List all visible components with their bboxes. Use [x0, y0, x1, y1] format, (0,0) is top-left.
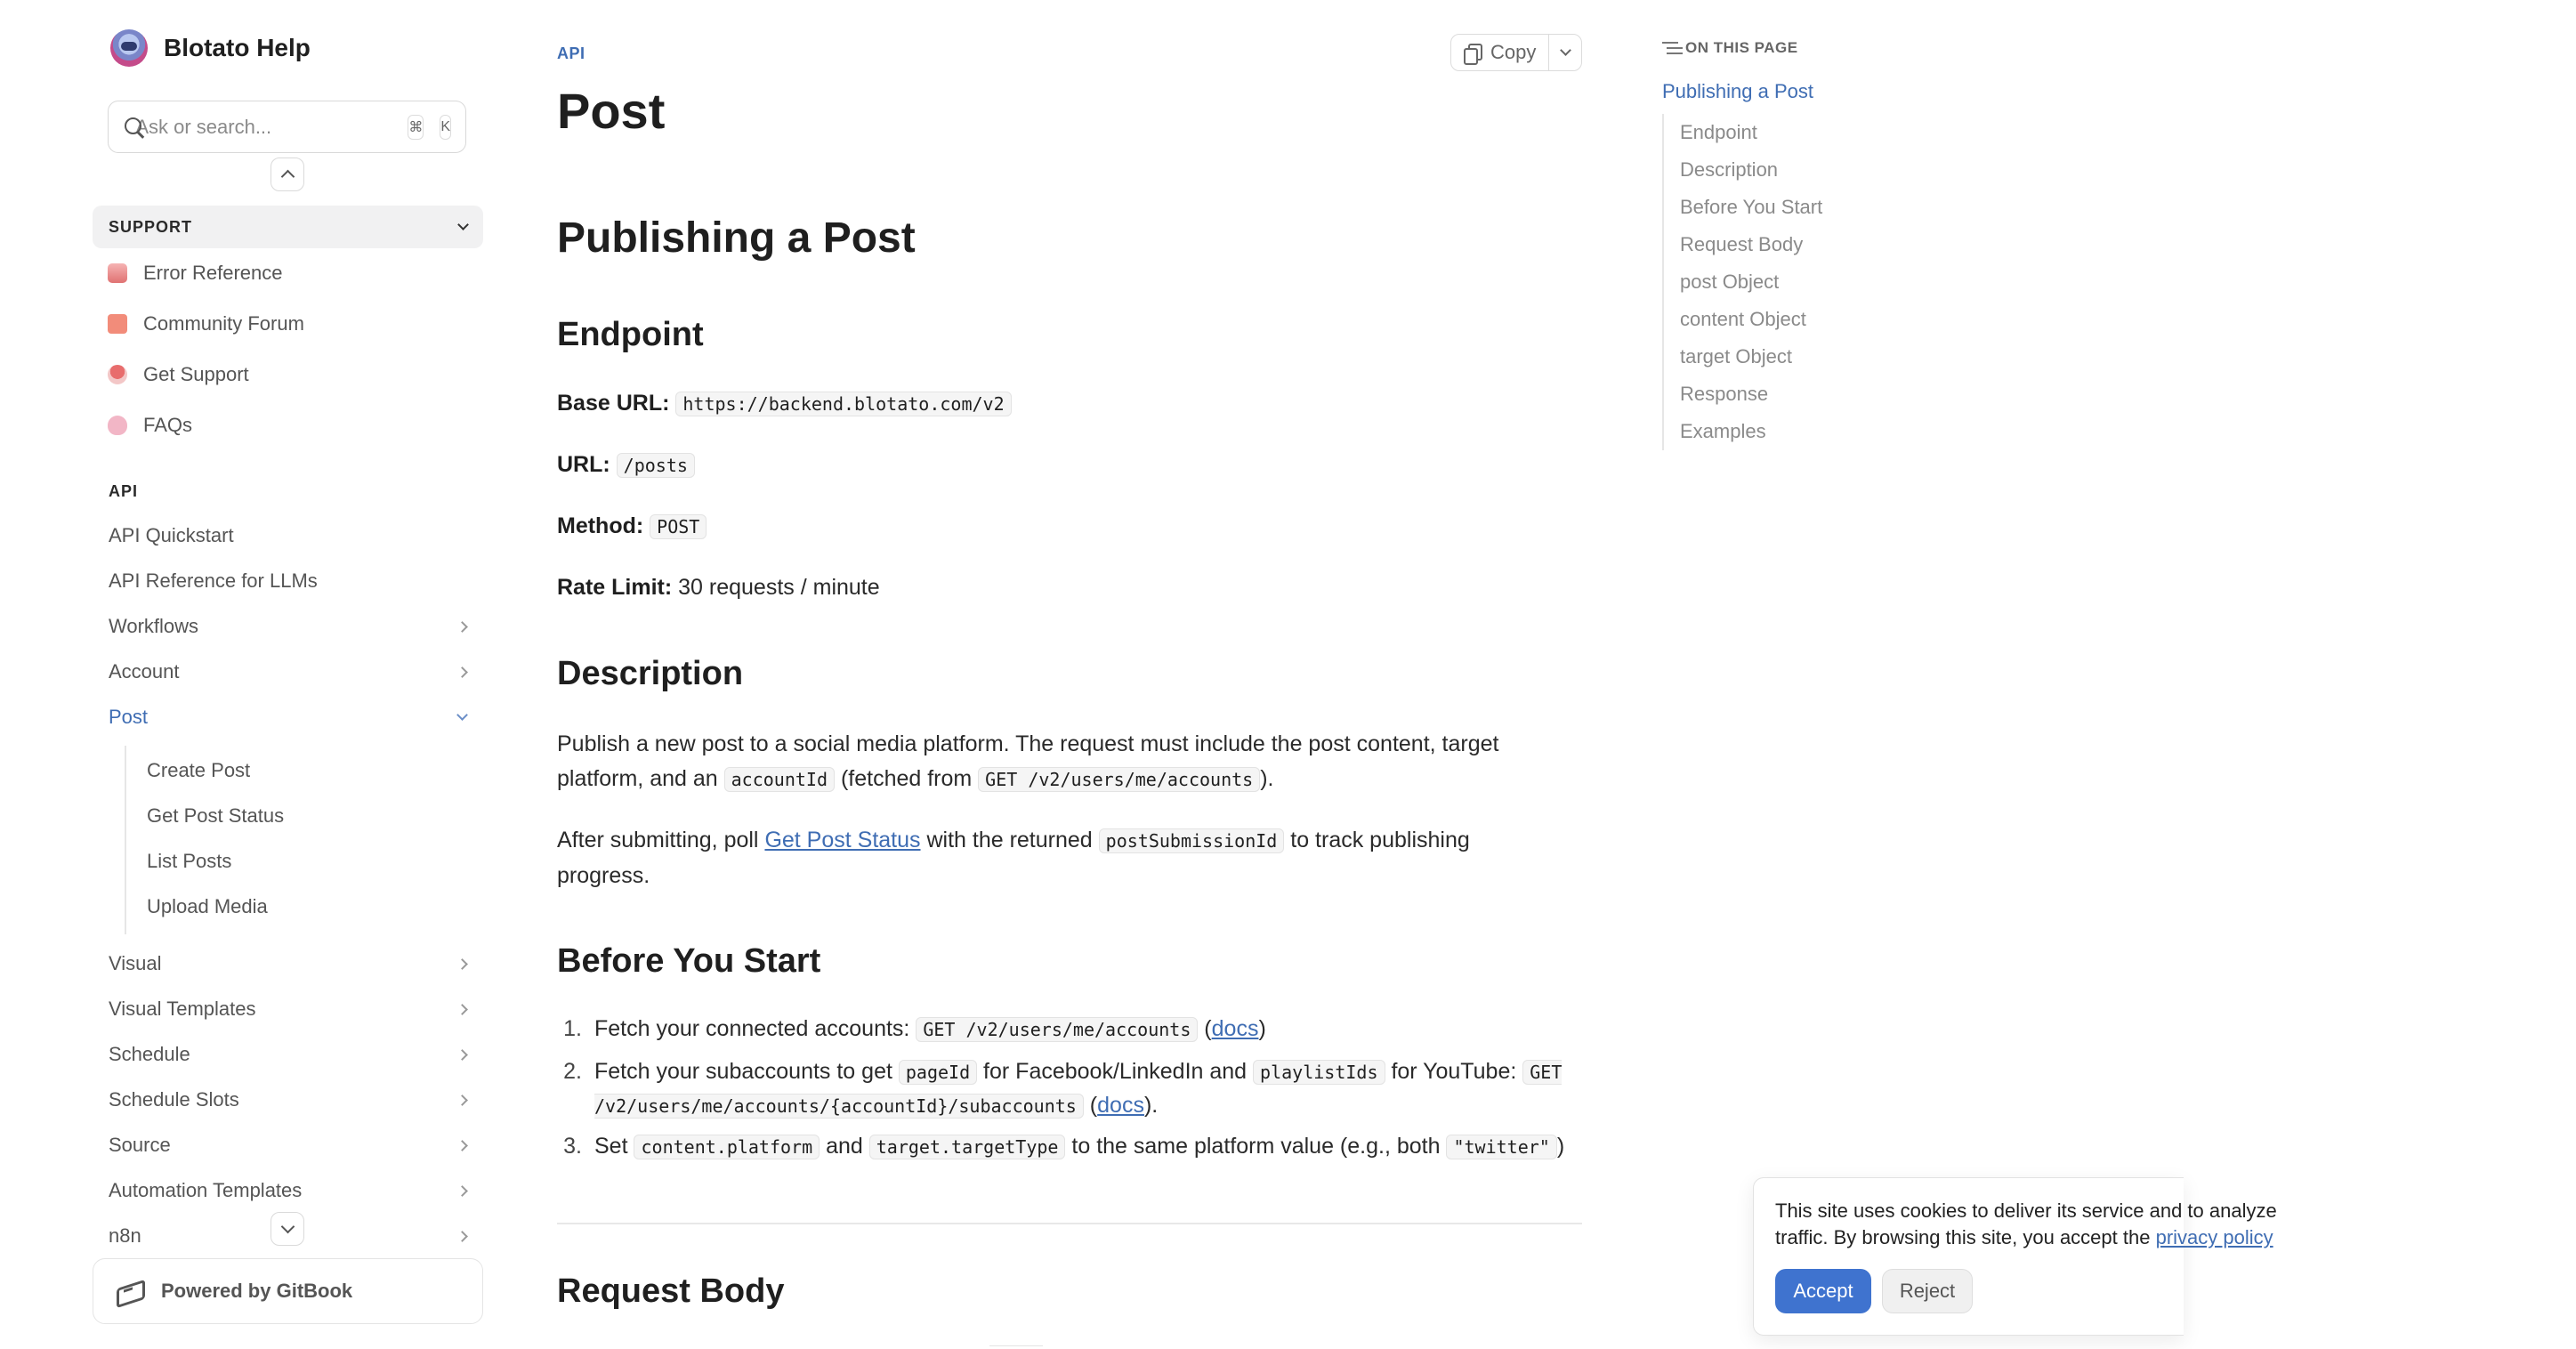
search-box[interactable]	[108, 101, 466, 153]
chevron-down-icon	[280, 1220, 295, 1234]
list-item	[557, 1055, 1580, 1123]
list-text: to the same platform value (e.g., both	[1065, 1134, 1447, 1159]
sidebar-item-label: List Posts	[147, 850, 232, 872]
inline-code: pageId	[899, 1060, 977, 1085]
toc-rail	[1662, 114, 1664, 450]
toc-item-publishing-a-post[interactable]: Publishing a Post	[1662, 80, 1813, 102]
sidebar-item-label: Workflows	[109, 615, 199, 637]
chevron-right-icon	[456, 1140, 468, 1151]
docs-link[interactable]: docs	[1097, 1093, 1144, 1118]
chevron-right-icon	[456, 958, 468, 970]
rate-limit-value: 30 requests / minute	[678, 575, 880, 600]
blotato-logo-icon	[110, 29, 148, 67]
base-url-code: https://backend.blotato.com/v2	[675, 392, 1011, 416]
sidebar-item-label: Visual	[109, 952, 162, 974]
cookie-message	[1775, 1198, 2576, 1251]
heading-request-body: Request Body	[557, 1272, 785, 1310]
list-number: 3.	[563, 1134, 582, 1159]
chevron-down-icon	[456, 709, 468, 721]
sidebar-item-workflows[interactable]	[109, 608, 473, 645]
list-text: (	[1198, 1016, 1212, 1041]
error-icon	[108, 263, 127, 283]
sidebar-item-get-support[interactable]	[108, 357, 249, 392]
list-text: ).	[1143, 1093, 1159, 1118]
sidebar-item-label: API Reference for LLMs	[109, 569, 318, 592]
toc-item-response[interactable]: Response	[1680, 383, 1769, 405]
sidebar-item-visual-templates[interactable]	[109, 990, 473, 1028]
sidebar-item-label: API Quickstart	[109, 524, 234, 546]
sidebar-subitem-create-post[interactable]	[147, 753, 250, 788]
sidebar-item-api-quickstart[interactable]	[109, 517, 473, 554]
chevron-right-icon	[456, 621, 468, 633]
sidebar-item-label: Community Forum	[143, 312, 304, 335]
kbd-k: K	[440, 115, 451, 140]
copy-icon	[1464, 44, 1480, 61]
sidebar-item-account[interactable]	[109, 653, 473, 691]
brain-icon	[108, 416, 127, 435]
heading-endpoint: Endpoint	[557, 316, 704, 353]
docs-link[interactable]: docs	[1211, 1016, 1259, 1041]
sidebar-item-label: Error Reference	[143, 262, 283, 284]
method-code: POST	[650, 514, 707, 539]
scroll-up-button[interactable]	[271, 158, 304, 191]
toc-heading-label: ON THIS PAGE	[1685, 39, 1798, 56]
toc-item-post-object[interactable]: post Object	[1680, 271, 1780, 293]
inline-code: "twitter"	[1446, 1135, 1556, 1159]
section-divider	[557, 1223, 1582, 1224]
description-paragraph-2	[557, 823, 1563, 893]
sidebar-item-label: Automation Templates	[109, 1179, 303, 1201]
sidebar-item-label: Schedule	[109, 1043, 190, 1065]
sidebar-item-label: n8n	[109, 1224, 141, 1247]
desc-text: to track publishing progress.	[557, 828, 1470, 888]
toc-item-before-you-start[interactable]: Before You Start	[1680, 196, 1823, 218]
sidebar-item-schedule[interactable]	[109, 1036, 473, 1073]
sidebar	[0, 0, 498, 1349]
chevron-right-icon	[456, 1231, 468, 1242]
inline-code: GET /v2/users/me/accounts/{accountId}/subaccounts	[594, 1062, 1563, 1117]
list-number: 1.	[563, 1016, 582, 1041]
chevron-right-icon	[456, 1004, 468, 1015]
sidebar-item-faqs[interactable]	[108, 408, 192, 443]
sidebar-item-label: Upload Media	[147, 895, 268, 917]
description-paragraph-1	[557, 727, 1563, 797]
main-content	[557, 0, 1582, 1349]
url-line	[557, 448, 1563, 483]
powered-by-gitbook[interactable]	[93, 1258, 483, 1324]
desc-text: ).	[1260, 766, 1274, 791]
url-label: URL:	[557, 452, 610, 477]
kbd-cmd: ⌘	[408, 115, 424, 140]
sidebar-item-label: Source	[109, 1134, 171, 1156]
rate-limit-line	[557, 570, 1563, 605]
toc-heading	[1662, 39, 1798, 57]
section-support-label: SUPPORT	[109, 217, 193, 236]
desc-text: After submitting, poll	[557, 828, 765, 852]
inline-code: playlistIds	[1253, 1060, 1385, 1085]
chevron-up-icon	[280, 170, 295, 184]
content-peek	[989, 1345, 1043, 1349]
privacy-policy-link[interactable]: privacy policy	[2155, 1226, 2273, 1248]
base-url-line	[557, 386, 1563, 422]
toc-item-endpoint[interactable]: Endpoint	[1680, 121, 1757, 143]
brand[interactable]	[110, 28, 311, 68]
rate-limit-label: Rate Limit:	[557, 575, 673, 600]
sidebar-subitem-list-posts[interactable]	[147, 844, 231, 879]
list-item	[557, 1013, 1580, 1046]
sidebar-item-source[interactable]	[109, 1127, 473, 1164]
inline-code: GET /v2/users/me/accounts	[916, 1017, 1198, 1042]
sidebar-item-label: Post	[109, 706, 149, 728]
page-title: Post	[557, 83, 666, 139]
chevron-down-icon	[1560, 44, 1571, 56]
desc-text: with the returned	[920, 828, 1099, 852]
inline-code: target.targetType	[869, 1135, 1066, 1159]
chevron-right-icon	[456, 1095, 468, 1106]
list-text: )	[1556, 1134, 1565, 1159]
accept-button[interactable]: Accept	[1775, 1269, 1871, 1313]
list-text: Fetch your connected accounts:	[594, 1016, 917, 1041]
copy-button[interactable]	[1451, 35, 1549, 70]
method-label: Method:	[557, 513, 644, 538]
heading-description: Description	[557, 655, 744, 692]
cookie-line-1: This site uses cookies to deliver its service and to analyze	[1775, 1200, 2277, 1222]
url-code: /posts	[617, 453, 695, 478]
search-input[interactable]	[135, 116, 392, 139]
sidebar-item-schedule-slots[interactable]	[109, 1081, 473, 1119]
list-icon	[1662, 41, 1678, 55]
get-post-status-link[interactable]: Get Post Status	[764, 828, 921, 852]
sidebar-item-label: FAQs	[143, 414, 193, 436]
scroll-down-button[interactable]	[271, 1212, 304, 1246]
inline-code: postSubmissionId	[1099, 828, 1285, 853]
sidebar-item-automation-templates[interactable]	[109, 1172, 473, 1209]
list-text: and	[820, 1134, 869, 1159]
cookie-banner	[1753, 1177, 2277, 1336]
list-number: 2.	[563, 1059, 582, 1084]
list-item	[557, 1130, 1580, 1164]
method-line	[557, 509, 1563, 545]
list-text: Fetch your subaccounts to get	[594, 1059, 899, 1084]
sidebar-item-label: Get Support	[143, 363, 249, 385]
copy-label: Copy	[1490, 41, 1537, 63]
chevron-right-icon	[456, 1049, 468, 1061]
copy-options-button[interactable]	[1549, 35, 1581, 70]
list-text: for Facebook/LinkedIn and	[977, 1059, 1254, 1084]
cookie-line-2-text: traffic. By browsing this site, you accept the	[1775, 1226, 2156, 1248]
sidebar-item-visual[interactable]	[109, 945, 473, 982]
list-text: Set	[594, 1134, 634, 1159]
cookie-line-2	[1775, 1224, 2576, 1251]
heading-before-you-start: Before You Start	[557, 942, 821, 980]
powered-by-label: Powered by GitBook	[161, 1280, 353, 1302]
brand-name: Blotato Help	[164, 34, 311, 61]
support-icon	[108, 365, 127, 384]
reject-button[interactable]: Reject	[1882, 1269, 1973, 1313]
sos-icon	[108, 314, 127, 334]
section-support[interactable]	[93, 206, 483, 248]
list-text: (	[1083, 1093, 1098, 1118]
sidebar-subitem-get-post-status[interactable]	[147, 798, 284, 834]
list-text: for YouTube:	[1385, 1059, 1523, 1084]
subnav-rail	[125, 746, 126, 934]
group-title-api: API	[109, 482, 139, 500]
copy-button-group	[1450, 34, 1582, 71]
toc-item-content-object[interactable]: content Object	[1680, 308, 1806, 330]
sidebar-item-post[interactable]	[109, 699, 473, 736]
inline-code: accountId	[724, 767, 835, 792]
sidebar-item-label: Schedule Slots	[109, 1088, 239, 1111]
base-url-label: Base URL:	[557, 391, 670, 416]
gitbook-icon	[115, 1279, 145, 1304]
desc-text: (fetched from	[835, 766, 979, 791]
chevron-right-icon	[456, 666, 468, 678]
sidebar-item-label: Get Post Status	[147, 804, 285, 827]
sidebar-item-label: Create Post	[147, 759, 251, 781]
sidebar-item-community-forum[interactable]	[108, 306, 304, 342]
sidebar-subitem-upload-media[interactable]	[147, 889, 268, 925]
chevron-down-icon	[457, 219, 469, 230]
toc-item-request-body[interactable]: Request Body	[1680, 233, 1804, 255]
toc-item-description[interactable]: Description	[1680, 158, 1779, 181]
sidebar-item-api-reference-llms[interactable]	[109, 562, 473, 600]
list-text: )	[1258, 1016, 1266, 1041]
breadcrumb[interactable]: API	[557, 44, 585, 62]
inline-code: GET /v2/users/me/accounts	[978, 767, 1260, 792]
inline-code: content.platform	[634, 1135, 820, 1159]
desc-text: Publish a new post to a social media platform. The request must include the post content, target platform, and an	[557, 731, 1499, 791]
sidebar-item-label: Visual Templates	[109, 998, 256, 1020]
sidebar-item-label: Account	[109, 660, 180, 683]
heading-publishing-a-post: Publishing a Post	[557, 214, 916, 262]
sidebar-item-error-reference[interactable]	[108, 255, 283, 291]
toc-item-target-object[interactable]: target Object	[1680, 345, 1792, 368]
chevron-right-icon	[456, 1185, 468, 1197]
toc-item-examples[interactable]: Examples	[1680, 420, 1766, 442]
